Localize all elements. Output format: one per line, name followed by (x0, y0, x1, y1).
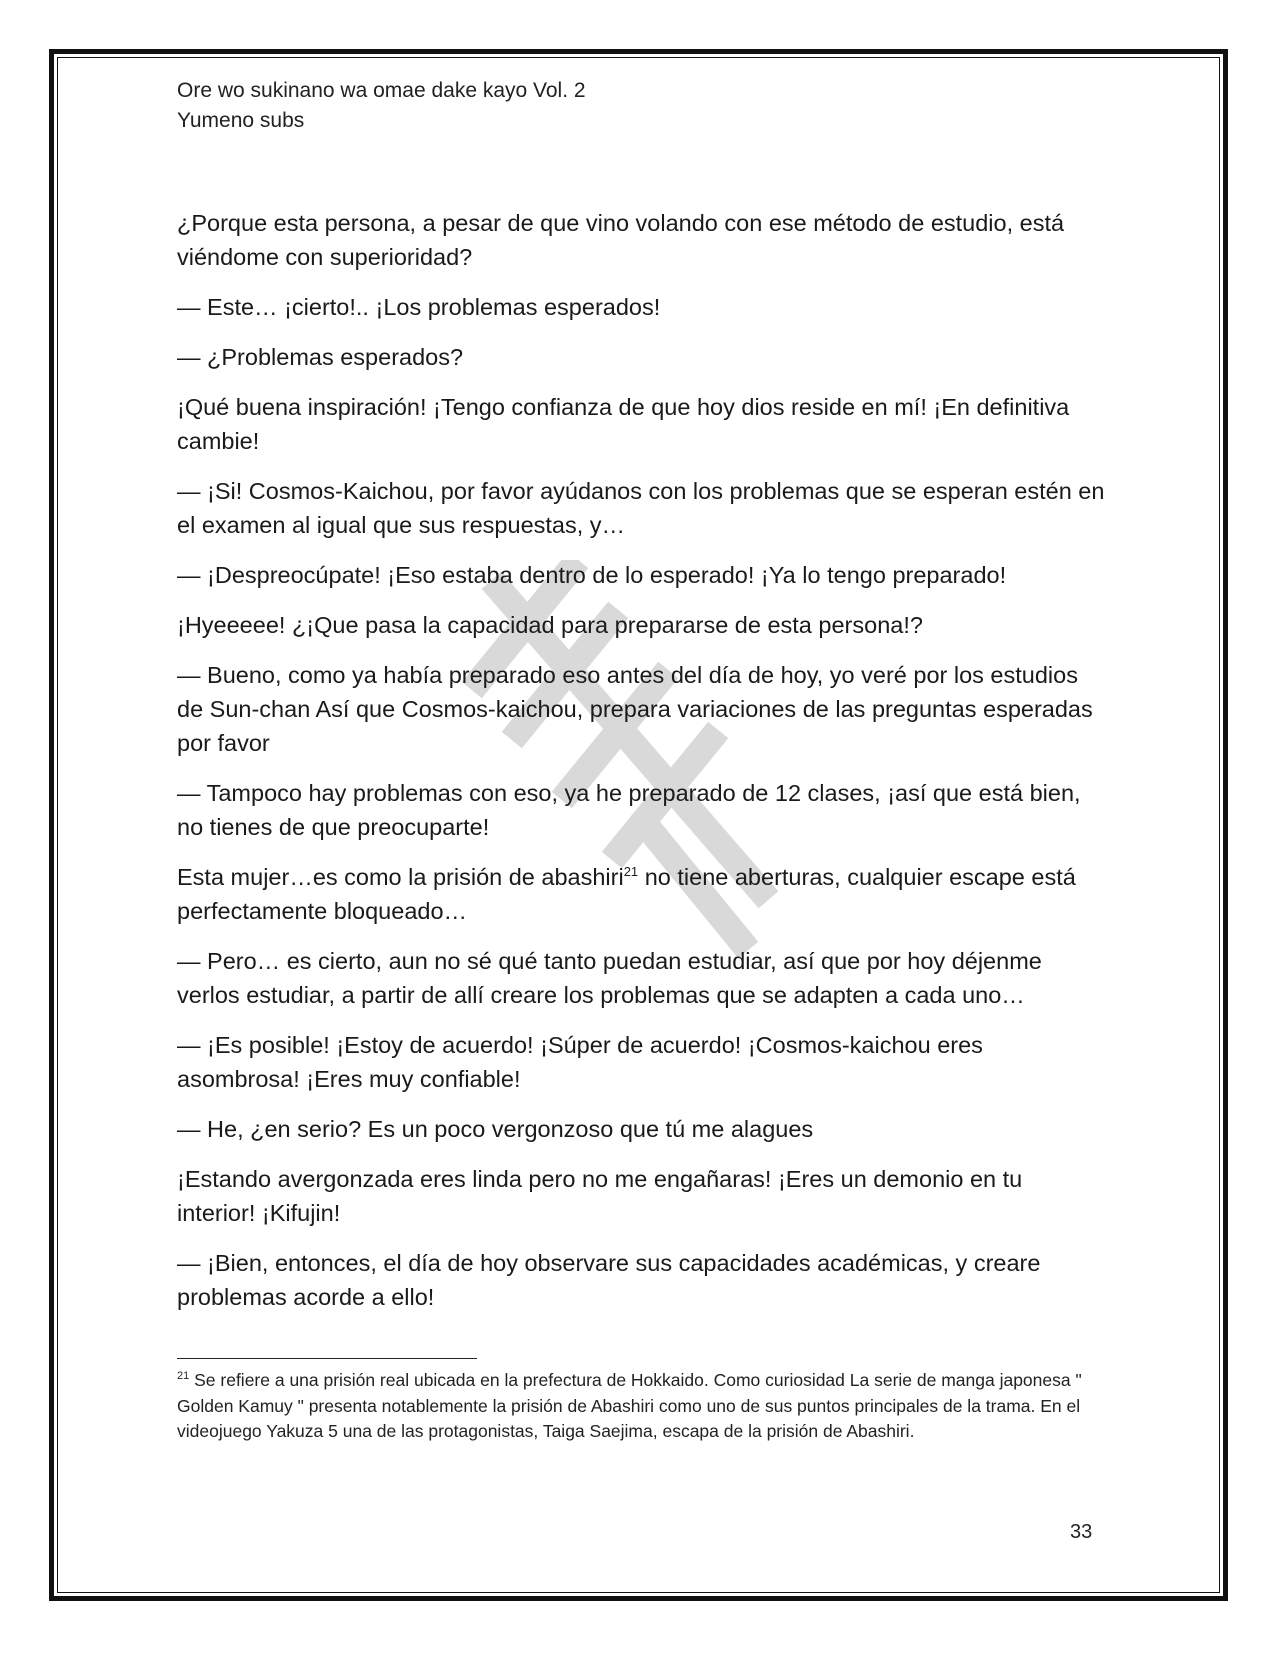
paragraph: ¡Qué buena inspiración! ¡Tengo confianza de que hoy dios reside en mí! ¡En definitiva cambie! (177, 394, 1070, 454)
footnote-separator (177, 1358, 477, 1359)
paragraph: — ¿Problemas esperados? (177, 344, 464, 370)
paragraph: ¿Porque esta persona, a pesar de que vino volando con ese método de estudio, está viéndome con superioridad? (177, 210, 1065, 270)
paragraph-text: Esta mujer…es como la prisión de abashiri (177, 864, 624, 890)
paragraph: — ¡Bien, entonces, el día de hoy observare sus capacidades académicas, y creare problemas acorde a ello! (177, 1250, 1041, 1310)
paragraph: ¡Hyeeeee! ¿¡Que pasa la capacidad para prepararse de esta persona!? (177, 612, 923, 638)
header-title: Ore wo sukinano wa omae dake kayo Vol. 2 (177, 79, 586, 102)
paragraph-with-footnote (177, 860, 1107, 928)
paragraph-text: no tiene aberturas, cualquier escape está perfectamente bloqueado… (177, 864, 1076, 924)
body-text (177, 206, 1107, 1330)
footnote (177, 1368, 1082, 1445)
paragraph: — Este… ¡cierto!.. ¡Los problemas esperados! (177, 294, 661, 320)
header-group: Yumeno subs (177, 109, 305, 132)
footnote-reference[interactable]: 21 (623, 864, 639, 879)
paragraph: ¡Estando avergonzada eres linda pero no me engañaras! ¡Eres un demonio en tu interior! ¡Kifujin! (177, 1166, 1023, 1226)
paragraph: — ¡Si! Cosmos-Kaichou, por favor ayúdanos con los problemas que se esperan estén en el examen al igual que sus respuestas, y… (177, 478, 1105, 538)
page-header (177, 76, 586, 136)
paragraph: — Tampoco hay problemas con eso, ya he preparado de 12 clases, ¡así que está bien, no tienes de que preocuparte! (177, 780, 1081, 840)
page-number: 33 (1070, 1521, 1093, 1543)
footnote-text: Se refiere a una prisión real ubicada en la prefectura de Hokkaido. Como curiosidad La serie de manga japonesa " Golden Kamuy " presenta notablemente la prisión de Abashiri como uno de sus puntos principales de la trama. En el videojuego Yakuza 5 una de las protagonistas, Taiga Saejima, escapa de la prisión de Abashiri. (177, 1370, 1082, 1441)
paragraph: — Pero… es cierto, aun no sé qué tanto puedan estudiar, así que por hoy déjenme verlos estudiar, a partir de allí creare los problemas que se adapten a cada uno… (177, 948, 1042, 1008)
paragraph: — ¡Es posible! ¡Estoy de acuerdo! ¡Súper de acuerdo! ¡Cosmos-kaichou eres asombrosa! ¡Eres muy confiable! (177, 1032, 983, 1092)
paragraph: — He, ¿en serio? Es un poco vergonzoso que tú me alagues (177, 1116, 814, 1142)
footnote-number: 21 (177, 1370, 190, 1382)
paragraph: — Bueno, como ya había preparado eso antes del día de hoy, yo veré por los estudios de Sun-chan Así que Cosmos-kaichou, prepara variaciones de las preguntas esperadas por favor (177, 662, 1093, 756)
paragraph: — ¡Despreocúpate! ¡Eso estaba dentro de lo esperado! ¡Ya lo tengo preparado! (177, 562, 1007, 588)
